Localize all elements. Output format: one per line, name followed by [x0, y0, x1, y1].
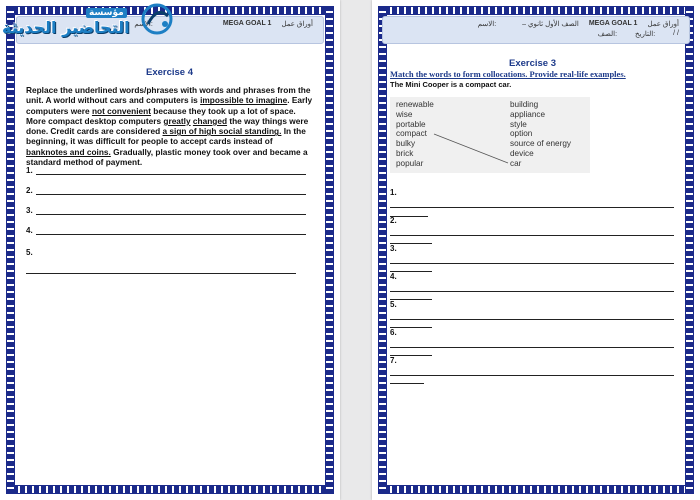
- decorative-border-bottom: [378, 485, 694, 494]
- underlined-phrase: not convenient: [91, 105, 151, 116]
- exercise3-example: The Mini Cooper is a compact car.: [390, 80, 512, 89]
- answer-number: 2.: [26, 186, 33, 195]
- answer-line-5a[interactable]: [390, 319, 674, 320]
- answer-line-7a[interactable]: [390, 375, 674, 376]
- exercise3-instruction: Match the words to form collocations. Provide real-life examples.: [390, 69, 626, 79]
- underlined-phrase: a sign of high social standing.: [162, 126, 282, 137]
- answer-line-7b[interactable]: [390, 383, 424, 384]
- name-label: الاسم:: [134, 21, 153, 28]
- answer-line-6a[interactable]: [390, 347, 674, 348]
- logo-mark-icon: [140, 2, 174, 36]
- answer-line-1a[interactable]: [390, 207, 674, 208]
- answer-number: 1.: [390, 188, 397, 197]
- papers-label: أوراق عمل: [647, 21, 679, 28]
- worksheet-page-right: [372, 0, 700, 500]
- date-label: التاريخ:: [635, 31, 656, 38]
- logo-text: التحاضير الحديثة: [2, 18, 130, 37]
- text-segment: the way things were done. Credit cards are considered: [26, 115, 309, 137]
- answer-number: 5.: [26, 248, 33, 257]
- right-word-column: [510, 100, 571, 169]
- papers-label: أوراق عمل: [281, 21, 313, 28]
- left-word: bulky: [396, 139, 416, 149]
- decorative-border-right: [685, 6, 694, 494]
- decorative-border-bottom: [6, 485, 334, 494]
- left-word-column: [396, 100, 434, 169]
- book-title: MEGA GOAL 1: [222, 20, 272, 27]
- underlined-phrase: banknotes and coins.: [26, 146, 111, 157]
- book-title: MEGA GOAL 1: [588, 20, 638, 27]
- answer-number: 7.: [390, 356, 397, 365]
- answer-number: 3.: [390, 244, 397, 253]
- answer-number: 1.: [26, 166, 33, 175]
- text-segment: In the beginning, it was difficult for people to accept cards instead of: [26, 126, 306, 147]
- answer-number: 4.: [26, 226, 33, 235]
- collocation-word-box: [390, 97, 590, 173]
- name-label: الاسم:: [477, 21, 497, 28]
- left-word: renewable: [396, 100, 434, 109]
- worksheet-page-left: [0, 0, 340, 500]
- grade-label: – الصف الأول ثانوي: [522, 21, 579, 28]
- answer-line-2[interactable]: [36, 194, 306, 195]
- underlined-phrase: impossible to imagine: [200, 95, 288, 106]
- text-segment: because they took up a lot of space. More compact desktop computers: [26, 105, 296, 126]
- answer-number: 4.: [390, 272, 397, 281]
- publisher-logo: [0, 0, 180, 46]
- answer-number: 5.: [390, 300, 397, 309]
- answer-line-1[interactable]: [36, 174, 306, 175]
- underlined-phrase: changed: [192, 115, 228, 126]
- right-word: option: [510, 129, 533, 139]
- date-value: / /: [673, 30, 679, 37]
- answer-number: 2.: [390, 216, 397, 225]
- class-label: الصف:: [597, 31, 618, 38]
- decorative-border-right: [325, 6, 334, 494]
- exercise3-title: Exercise 3: [509, 58, 557, 69]
- right-word: car: [510, 158, 522, 168]
- left-word: brick: [396, 148, 414, 158]
- answer-line-5[interactable]: [26, 273, 296, 274]
- underlined-phrase: greatly: [163, 115, 191, 126]
- right-word: style: [510, 119, 527, 129]
- answer-number: 3.: [26, 206, 33, 215]
- answer-line-2a[interactable]: [390, 235, 674, 236]
- right-word: source of energy: [510, 139, 571, 149]
- text-segment: Replace the underlined words/phrases with words and phrases from the unit. A world without cars and computers is: [26, 85, 311, 106]
- right-word: appliance: [510, 109, 546, 119]
- left-word: portable: [396, 119, 426, 129]
- right-word: building: [510, 100, 539, 109]
- answer-line-4[interactable]: [36, 234, 306, 235]
- answer-line-3a[interactable]: [390, 263, 674, 264]
- exercise4-title: Exercise 4: [146, 67, 194, 78]
- page-header: [382, 16, 690, 44]
- left-word: popular: [396, 158, 424, 168]
- exercise4-paragraph: [26, 85, 316, 167]
- left-word: compact: [396, 129, 427, 139]
- right-word: device: [510, 148, 534, 158]
- decorative-border-top: [378, 6, 694, 15]
- text-segment: Gradually, plastic money took over and became a standard method of payment.: [26, 146, 308, 168]
- decorative-border-left: [6, 6, 15, 494]
- answer-line-4a[interactable]: [390, 291, 674, 292]
- answer-line-3[interactable]: [36, 214, 306, 215]
- logo-small-text: مؤسسة: [86, 8, 127, 18]
- answer-number: 6.: [390, 328, 397, 337]
- text-segment: . Early computers were: [26, 95, 313, 116]
- decorative-border-left: [378, 6, 387, 494]
- left-word: wise: [396, 109, 413, 119]
